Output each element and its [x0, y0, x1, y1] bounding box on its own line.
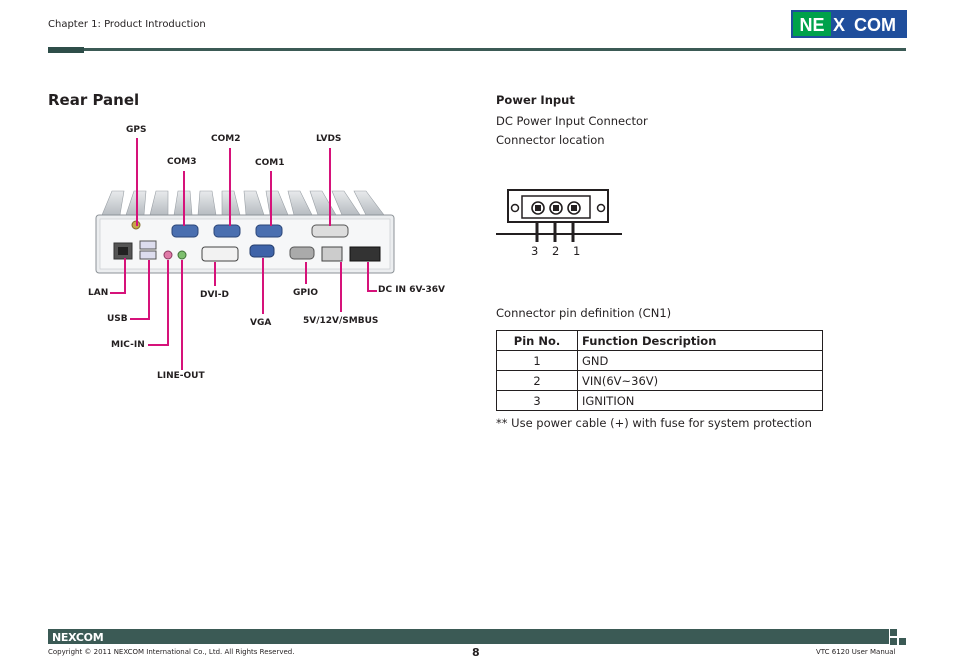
leader-micin-v — [167, 260, 169, 346]
power-input-title: Power Input — [496, 93, 575, 107]
page-number: 8 — [472, 646, 480, 659]
svg-text:COM: COM — [854, 15, 896, 35]
svg-text:NE: NE — [799, 15, 825, 35]
cell-function: IGNITION — [578, 391, 823, 411]
leader-vga — [262, 258, 264, 314]
label-gpio: GPIO — [293, 288, 318, 298]
cell-pin: 3 — [497, 391, 578, 411]
leader-dcin-v — [367, 262, 369, 292]
label-smbus: 5V/12V/SMBUS — [303, 316, 379, 326]
pin-label-2: 2 — [552, 244, 560, 258]
label-gps: GPS — [126, 125, 147, 135]
section-title: Rear Panel — [48, 91, 140, 109]
header-accent — [48, 47, 84, 53]
leader-dvid — [214, 262, 216, 286]
label-usb: USB — [107, 314, 128, 324]
label-vga: VGA — [250, 318, 272, 328]
cell-pin: 1 — [497, 351, 578, 371]
pin-label-3: 3 — [531, 244, 539, 258]
footer-bar — [48, 629, 889, 644]
leader-usb-h — [130, 318, 150, 320]
header-rule — [48, 48, 906, 51]
leader-usb-v — [148, 260, 150, 320]
svg-text:X: X — [832, 15, 846, 35]
header-function: Function Description — [578, 331, 823, 351]
label-com3: COM3 — [167, 157, 197, 167]
leader-lvds — [329, 148, 331, 226]
leader-smbus — [340, 262, 342, 312]
fuse-note: ** Use power cable (+) with fuse for system protection — [496, 416, 812, 430]
label-com1: COM1 — [255, 158, 285, 168]
table-row — [497, 391, 823, 411]
label-lvds: LVDS — [316, 134, 342, 144]
pin-definition-caption: Connector pin definition (CN1) — [496, 306, 672, 320]
cell-pin: 2 — [497, 371, 578, 391]
dc-connector-diagram — [496, 186, 622, 244]
leader-lan-v — [124, 258, 126, 294]
leader-com1 — [270, 171, 272, 226]
cell-function: VIN(6V~36V) — [578, 371, 823, 391]
leader-com2 — [229, 148, 231, 226]
connector-location-label: Connector location — [496, 133, 605, 147]
copyright-text: Copyright © 2011 NEXCOM International Co., Ltd. All Rights Reserved. — [48, 648, 295, 656]
leader-gps — [136, 138, 138, 226]
leader-lan-h — [110, 292, 126, 294]
label-line-out: LINE-OUT — [157, 371, 205, 381]
footer-corner-mark — [890, 629, 906, 645]
power-input-desc: DC Power Input Connector — [496, 114, 648, 128]
leader-dcin-h — [367, 290, 377, 292]
label-mic-in: MIC-IN — [111, 340, 145, 350]
leader-lineout — [181, 260, 183, 370]
cell-function: GND — [578, 351, 823, 371]
label-dvi-d: DVI-D — [200, 290, 229, 300]
pin-label-1: 1 — [573, 244, 581, 258]
nexcom-logo — [791, 10, 907, 38]
label-com2: COM2 — [211, 134, 241, 144]
manual-name: VTC 6120 User Manual — [816, 648, 896, 656]
header-pin-no: Pin No. — [497, 331, 578, 351]
label-lan: LAN — [88, 288, 109, 298]
leader-gpio — [305, 262, 307, 284]
table-row — [497, 371, 823, 391]
chapter-heading: Chapter 1: Product Introduction — [48, 19, 206, 30]
leader-micin-h — [148, 344, 169, 346]
pin-definition-table — [496, 330, 823, 411]
label-dc-in: DC IN 6V-36V — [378, 285, 446, 295]
table-header-row — [497, 331, 823, 351]
table-row — [497, 351, 823, 371]
footer-logo: NEXCOM — [52, 631, 104, 644]
leader-com3 — [183, 171, 185, 226]
